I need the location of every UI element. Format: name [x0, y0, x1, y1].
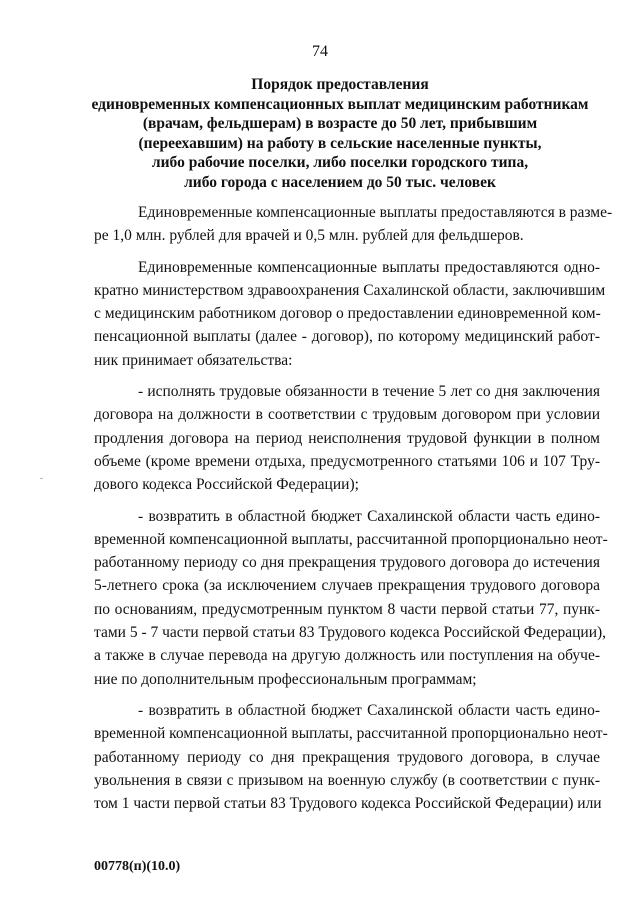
text-line: ре 1,0 млн. рублей для врачей и 0,5 млн. рублей для фельдшеров. — [94, 227, 524, 245]
paragraph-obligation-refund — [94, 505, 608, 691]
document-title — [80, 75, 600, 192]
title-line: либо города с населением до 50 тыс. человек — [184, 173, 496, 191]
text-line: дового кодекса Российской Федерации); — [94, 476, 359, 494]
text-line: - возвратить в областной бюджет Сахалинской области часть едино- — [138, 701, 600, 719]
title-line: (врачам, фельдшерам) в возрасте до 50 лет, прибывшим — [142, 115, 538, 132]
text-line: договора на должности в соответствии с трудовым договором при условии — [94, 406, 600, 424]
page-number: 74 — [312, 43, 328, 60]
title-line: Порядок предоставления — [251, 76, 429, 93]
text-line: с медицинским работником договор о предоставлении единовременной ком- — [94, 305, 601, 323]
text-line: пенсационной выплаты (далее - договор), по которому медицинский работ- — [94, 328, 600, 346]
text-line: Единовременные компенсационные выплаты предоставляются одно- — [138, 258, 600, 276]
text-line: 5-летнего срока (за исключением случаев прекращения трудового договора — [94, 577, 600, 595]
text-line: ние по дополнительным профессиональным программам; — [94, 670, 477, 688]
title-line: либо рабочие поселки, либо поселки городского типа, — [151, 154, 529, 171]
text-line: - исполнять трудовые обязанности в течение 5 лет со дня заключения — [138, 383, 600, 401]
text-line: работанному периоду со дня прекращения трудового договора, в случае — [94, 748, 600, 766]
paragraph-payment-terms — [94, 256, 606, 372]
scan-margin-mark — [40, 478, 43, 479]
text-line: по основаниям, предусмотренным пунктом 8 части первой статьи 77, пунк- — [94, 600, 600, 618]
text-line: ник принимает обязательства: — [94, 351, 293, 369]
document-code: 00778(п)(10.0) — [94, 859, 181, 874]
paragraph-obligation-work — [94, 380, 600, 496]
paragraph-payment-amount — [94, 201, 613, 248]
text-line: кратно министерством здравоохранения Сахалинской области, заключившим — [94, 281, 606, 299]
text-line: увольнения в связи с призывом на военную службу (в соответствии с пунк- — [94, 771, 600, 789]
text-line: работанному периоду со дня прекращения трудового договора до истечения — [94, 554, 600, 572]
text-line: объеме (кроме времени отдыха, предусмотренного статьями 106 и 107 Тру- — [94, 452, 600, 470]
text-line: а также в случае перевода на другую должность или поступления на обуче- — [94, 647, 600, 665]
document-body — [94, 201, 613, 823]
text-line: временной компенсационной выплаты, рассчитанной пропорционально неот- — [94, 530, 608, 548]
text-line: тами 5 - 7 части первой статьи 83 Трудового кодекса Российской Федерации), — [94, 624, 607, 642]
title-line: единовременных компенсационных выплат медицинским работникам — [91, 95, 589, 113]
paragraph-obligation-refund-military — [94, 699, 608, 815]
text-line: Единовременные компенсационные выплаты предоставляются в разме- — [138, 204, 613, 221]
text-line: временной компенсационной выплаты, рассчитанной пропорционально неот- — [94, 725, 608, 743]
text-line: продления договора на период неисполнения трудовой функции в полном — [94, 429, 600, 447]
text-line: том 1 части первой статьи 83 Трудового кодекса Российской Федерации) или — [94, 795, 602, 813]
title-line: (переехавшим) на работу в сельские населенные пункты, — [138, 134, 542, 152]
text-line: - возвратить в областной бюджет Сахалинской области часть едино- — [138, 507, 600, 525]
